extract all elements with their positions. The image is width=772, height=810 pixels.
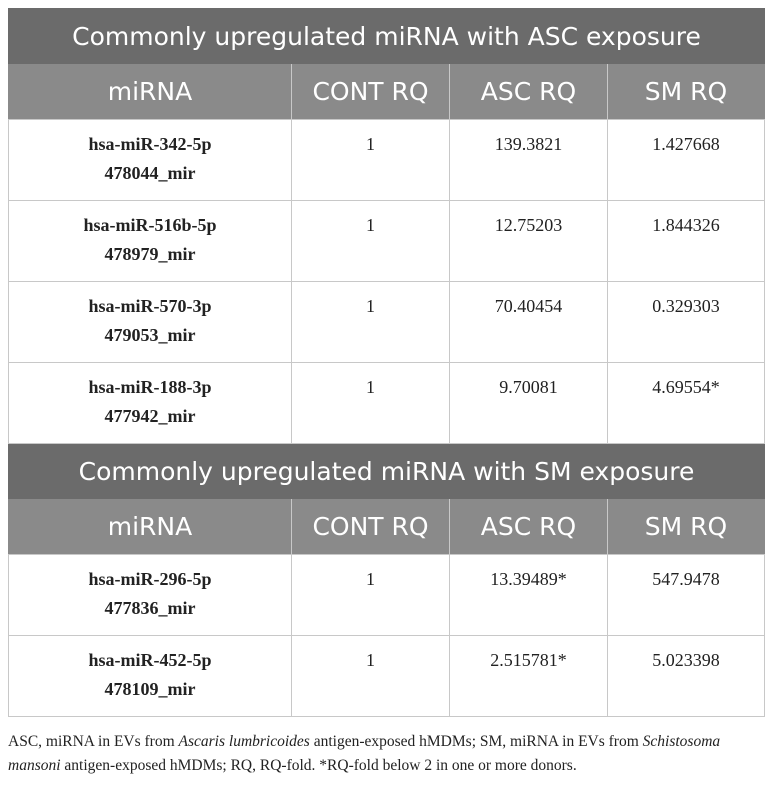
section-title-row (9, 444, 765, 499)
sm-rq-cell: 1.427668 (608, 120, 765, 201)
mirna-table (8, 8, 765, 717)
asc-rq-cell: 13.39489* (450, 555, 608, 636)
asc-rq-cell: 12.75203 (450, 201, 608, 282)
column-header: SM RQ (608, 64, 765, 120)
mirna-cell (9, 363, 292, 444)
column-header: ASC RQ (450, 64, 608, 120)
results-table-container (8, 8, 764, 717)
sm-rq-cell: 4.69554* (608, 363, 765, 444)
cont-rq-cell: 1 (292, 282, 450, 363)
mirna-name: hsa-miR-342-5p (88, 134, 212, 154)
asc-rq-cell: 9.70081 (450, 363, 608, 444)
mirna-assay-id: 477942_mir (104, 406, 196, 426)
cont-rq-cell: 1 (292, 201, 450, 282)
table-row (9, 201, 765, 282)
mirna-assay-id: 478979_mir (104, 244, 196, 264)
asc-rq-cell: 70.40454 (450, 282, 608, 363)
column-header: CONT RQ (292, 64, 450, 120)
mirna-cell (9, 636, 292, 717)
table-row (9, 636, 765, 717)
section-title: Commonly upregulated miRNA with SM exposure (9, 444, 765, 499)
column-header: ASC RQ (450, 499, 608, 555)
column-header-row (9, 499, 765, 555)
mirna-assay-id: 478109_mir (104, 679, 196, 699)
mirna-cell (9, 555, 292, 636)
sm-rq-cell: 5.023398 (608, 636, 765, 717)
mirna-name: hsa-miR-188-3p (88, 377, 212, 397)
column-header: CONT RQ (292, 499, 450, 555)
mirna-cell (9, 120, 292, 201)
table-row (9, 120, 765, 201)
table-footnote (8, 730, 764, 778)
cont-rq-cell: 1 (292, 555, 450, 636)
asc-rq-cell: 2.515781* (450, 636, 608, 717)
section-title-row (9, 9, 765, 64)
mirna-assay-id: 477836_mir (104, 598, 196, 618)
mirna-name: hsa-miR-296-5p (88, 569, 212, 589)
mirna-name: hsa-miR-570-3p (88, 296, 212, 316)
table-row (9, 555, 765, 636)
cont-rq-cell: 1 (292, 120, 450, 201)
mirna-assay-id: 478044_mir (104, 163, 196, 183)
asc-rq-cell: 139.3821 (450, 120, 608, 201)
mirna-name: hsa-miR-516b-5p (83, 215, 217, 235)
cont-rq-cell: 1 (292, 363, 450, 444)
footnote-text-3: antigen-exposed hMDMs; RQ, RQ-fold. *RQ-fold below 2 in one or more donors. (60, 757, 577, 774)
mirna-cell (9, 201, 292, 282)
mirna-assay-id: 479053_mir (104, 325, 196, 345)
footnote-text-1: ASC, miRNA in EVs from (8, 733, 179, 750)
table-row (9, 363, 765, 444)
column-header: SM RQ (608, 499, 765, 555)
footnote-species-schistosoma: Schistosoma mansoni (8, 733, 721, 774)
column-header-row (9, 64, 765, 120)
cont-rq-cell: 1 (292, 636, 450, 717)
sm-rq-cell: 0.329303 (608, 282, 765, 363)
section-title: Commonly upregulated miRNA with ASC exposure (9, 9, 765, 64)
mirna-name: hsa-miR-452-5p (88, 650, 212, 670)
mirna-cell (9, 282, 292, 363)
table-row (9, 282, 765, 363)
footnote-species-ascaris: Ascaris lumbricoides (178, 733, 310, 750)
column-header: miRNA (9, 499, 292, 555)
sm-rq-cell: 1.844326 (608, 201, 765, 282)
column-header: miRNA (9, 64, 292, 120)
sm-rq-cell: 547.9478 (608, 555, 765, 636)
footnote-text-2: antigen-exposed hMDMs; SM, miRNA in EVs from (309, 733, 643, 750)
